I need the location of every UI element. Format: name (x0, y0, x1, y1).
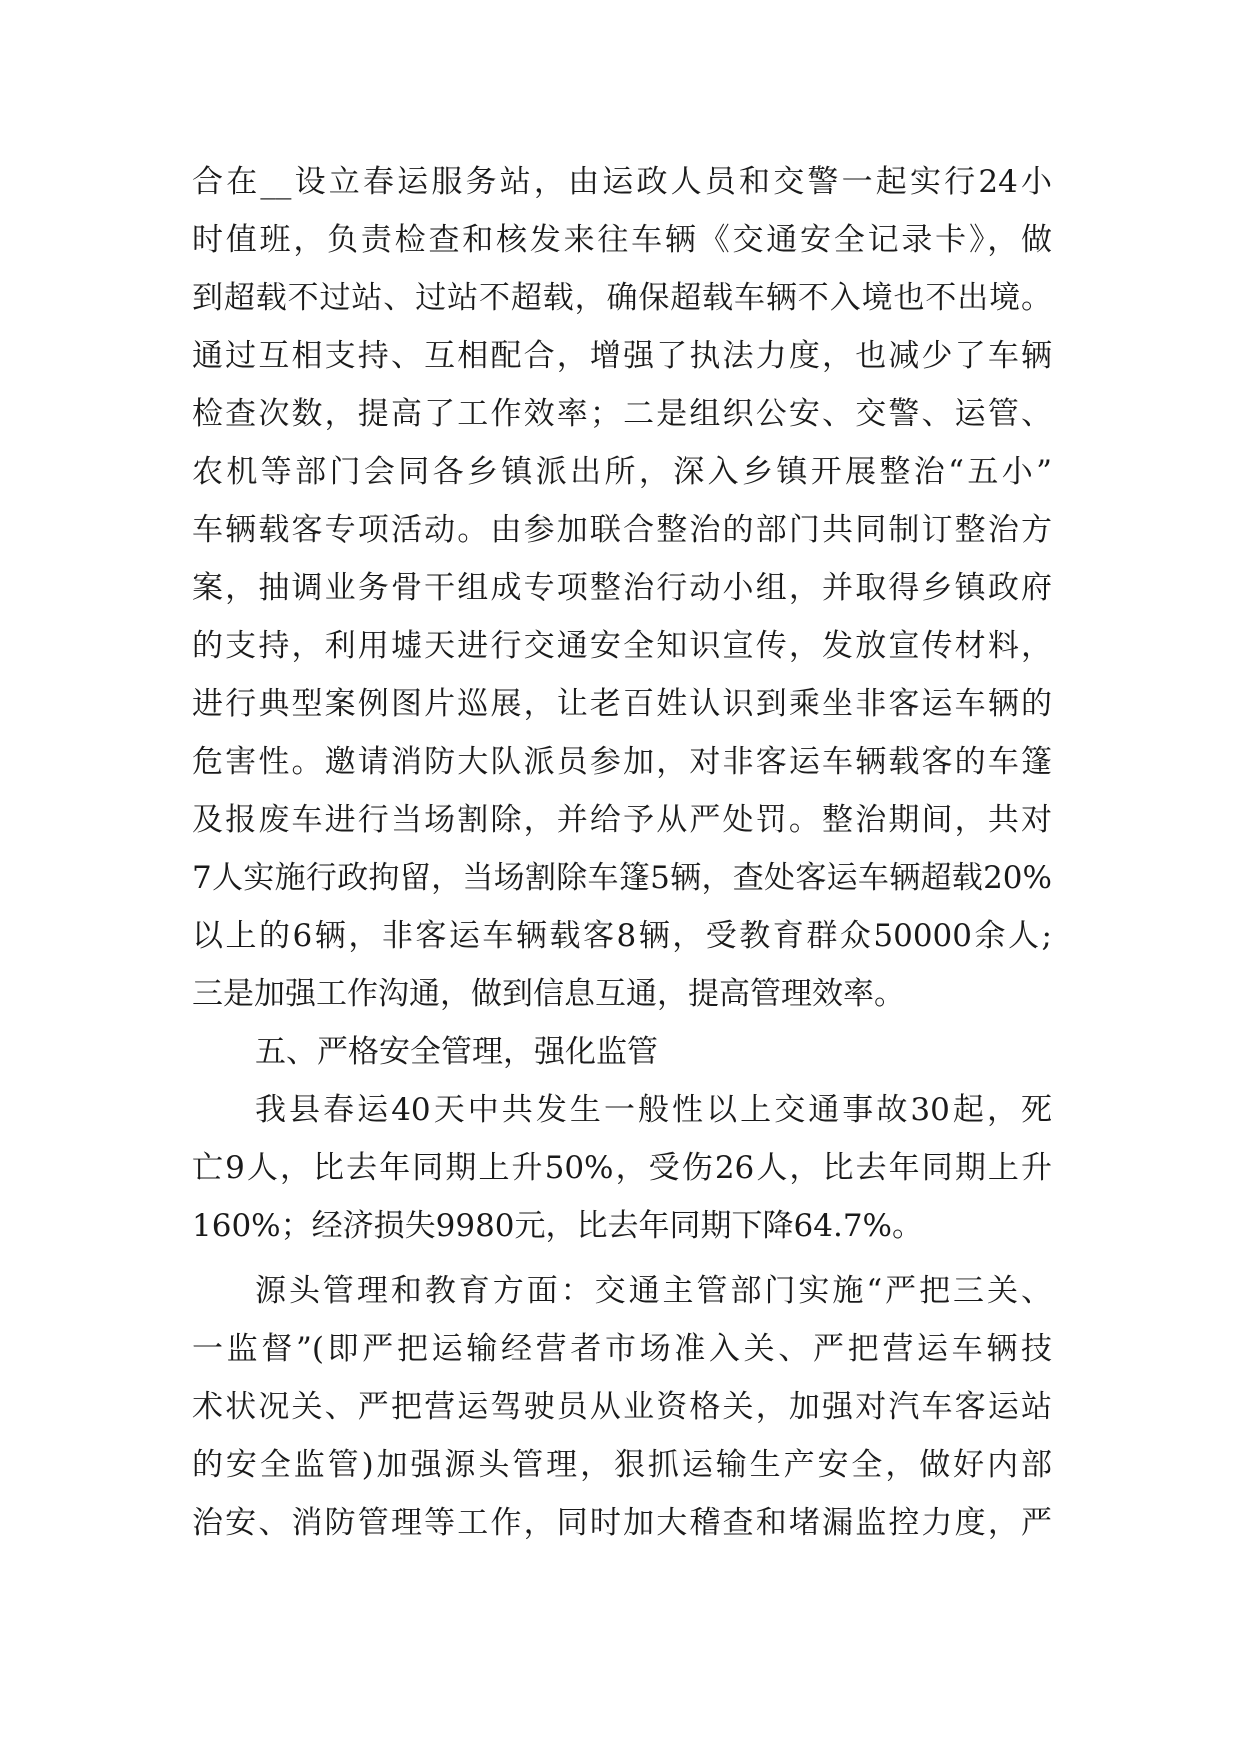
body-text-line: 术状况关、严把营运驾驶员从业资格关，加强对汽车客运站 (192, 1389, 1052, 1425)
body-text-line: 7人实施行政拘留，当场割除车篷5辆，查处客运车辆超载20% (192, 860, 1052, 896)
body-text-line: 到超载不过站、过站不超载，确保超载车辆不入境也不出境。 (192, 280, 1052, 316)
body-text-line: 一监督”(即严把运输经营者市场准入关、严把营运车辆技 (192, 1331, 1052, 1367)
body-text-line: 三是加强工作沟通，做到信息互通，提高管理效率。 (192, 976, 905, 1012)
body-text-line: 160%；经济损失9980元，比去年同期下降64.7%。 (192, 1208, 923, 1244)
body-text-line: 的安全监管)加强源头管理，狠抓运输生产安全，做好内部 (192, 1447, 1052, 1483)
body-text-line: 危害性。邀请消防大队派员参加，对非客运车辆载客的车篷 (192, 744, 1052, 780)
body-text-line: 及报废车进行当场割除，并给予从严处罚。整治期间，共对 (192, 802, 1052, 838)
body-text-line: 车辆载客专项活动。由参加联合整治的部门共同制订整治方 (192, 512, 1052, 548)
body-text-line: 的支持，利用墟天进行交通安全知识宣传，发放宣传材料， (192, 628, 1052, 664)
body-text-line: 治安、消防管理等工作，同时加大稽查和堵漏监控力度，严 (192, 1505, 1052, 1541)
body-text-line: 进行典型案例图片巡展，让老百姓认识到乘坐非客运车辆的 (192, 686, 1052, 722)
body-text-line: 检查次数，提高了工作效率；二是组织公安、交警、运管、 (192, 396, 1052, 432)
body-text-line: 案，抽调业务骨干组成专项整治行动小组，并取得乡镇政府 (192, 570, 1052, 606)
body-text-line: 我县春运40天中共发生一般性以上交通事故30起，死 (255, 1092, 1052, 1128)
body-text-line: 亡9人，比去年同期上升50%，受伤26人，比去年同期上升 (192, 1150, 1052, 1186)
section-heading: 五、严格安全管理，强化监管 (255, 1034, 658, 1070)
body-text-line: 通过互相支持、互相配合，增强了执法力度，也减少了车辆 (192, 338, 1052, 374)
body-text-line: 时值班，负责检查和核发来往车辆《交通安全记录卡》，做 (192, 222, 1052, 258)
body-text-line: 源头管理和教育方面：交通主管部门实施“严把三关、 (255, 1273, 1052, 1309)
body-text-line: 合在__设立春运服务站，由运政人员和交警一起实行24小 (192, 164, 1052, 200)
body-text-line: 农机等部门会同各乡镇派出所，深入乡镇开展整治“五小” (192, 454, 1052, 490)
body-text-line: 以上的6辆，非客运车辆载客8辆，受教育群众50000余人; (192, 918, 1052, 954)
